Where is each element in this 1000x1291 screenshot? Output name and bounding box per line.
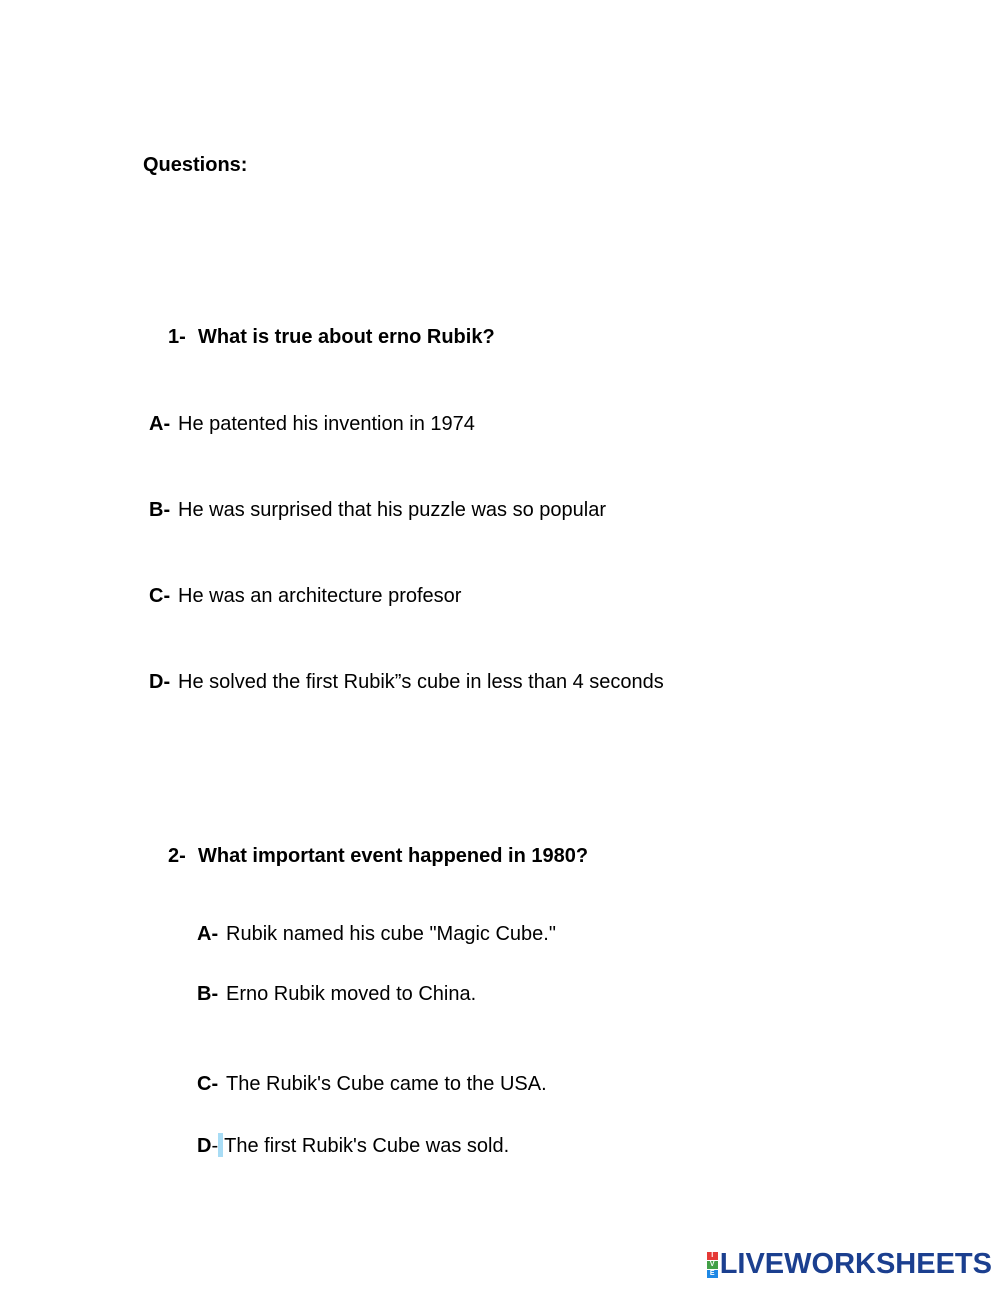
- liveworksheets-wordmark: LIVEWORKSHEETS: [719, 1248, 992, 1280]
- question-1-number: 1-: [168, 326, 186, 348]
- question-1-option-c: [149, 585, 461, 608]
- option-text: He was surprised that his puzzle was so popular: [178, 499, 606, 521]
- option-text: He patented his invention in 1974: [178, 413, 475, 435]
- page-heading: Questions:: [143, 154, 248, 176]
- question-2-option-c: [197, 1073, 547, 1096]
- option-letter: B-: [197, 983, 219, 1005]
- question-2-option-b: [197, 983, 476, 1006]
- question-1-option-d: [149, 671, 664, 694]
- question-2-number: 2-: [168, 845, 186, 867]
- option-dash: -: [211, 1135, 219, 1157]
- logo-icon-letter: E: [707, 1270, 718, 1278]
- option-text: He was an architecture profesor: [178, 585, 462, 607]
- option-letter: C-: [197, 1073, 219, 1095]
- logo-icon-letter: I: [707, 1252, 718, 1260]
- liveworksheets-icon: [707, 1252, 718, 1278]
- option-text: The first Rubik's Cube was sold.: [224, 1135, 510, 1157]
- question-2-option-a: [197, 923, 556, 946]
- logo-icon-letter: V: [707, 1261, 718, 1269]
- option-text: Erno Rubik moved to China.: [226, 983, 477, 1005]
- option-text: Rubik named his cube "Magic Cube.": [226, 923, 556, 945]
- question-2-option-d: [197, 1133, 509, 1158]
- question-1: [168, 326, 495, 349]
- option-text: He solved the first Rubik”s cube in less than 4 seconds: [178, 671, 664, 693]
- question-1-option-a: [149, 413, 475, 436]
- question-2-text: What important event happened in 1980?: [198, 845, 589, 867]
- question-2: [168, 845, 588, 868]
- liveworksheets-logo: [707, 1248, 992, 1281]
- option-letter: D: [197, 1135, 212, 1157]
- question-1-option-b: [149, 499, 606, 522]
- text-cursor-highlight: [218, 1133, 223, 1157]
- question-1-text: What is true about erno Rubik?: [198, 326, 495, 348]
- option-letter: C-: [149, 585, 171, 607]
- option-letter: A-: [149, 413, 171, 435]
- option-letter: B-: [149, 499, 171, 521]
- option-letter: D-: [149, 671, 171, 693]
- option-text: The Rubik's Cube came to the USA.: [226, 1073, 547, 1095]
- option-letter: A-: [197, 923, 219, 945]
